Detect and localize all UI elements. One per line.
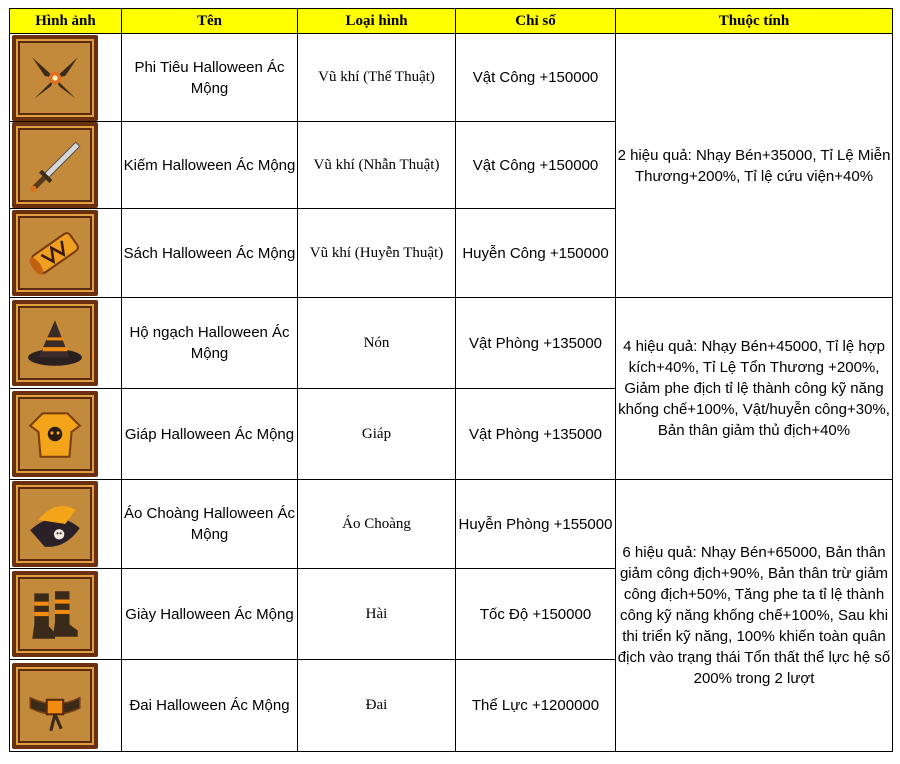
image-cell: [10, 122, 122, 209]
item-stat: Vật Phòng +135000: [456, 389, 616, 480]
item-frame: [12, 122, 98, 208]
header-stat: Chỉ số: [456, 9, 616, 34]
image-cell: [10, 209, 122, 298]
sword-icon: [24, 134, 86, 196]
item-frame: [12, 481, 98, 567]
item-stat: Vật Công +150000: [456, 122, 616, 209]
equipment-table: [9, 8, 893, 752]
item-stat: Tốc Độ +150000: [456, 569, 616, 660]
belt-icon: [24, 675, 86, 737]
image-cell: [10, 389, 122, 480]
item-frame: [12, 663, 98, 749]
table-row: [10, 34, 893, 122]
item-type: Giáp: [298, 389, 456, 480]
item-stat: Vật Công +150000: [456, 34, 616, 122]
item-frame: [12, 571, 98, 657]
item-name: Giày Halloween Ác Mộng: [122, 569, 298, 660]
item-name: Hộ ngạch Halloween Ác Mộng: [122, 298, 298, 389]
item-name: Áo Choàng Halloween Ác Mộng: [122, 480, 298, 569]
boots-icon: [24, 583, 86, 645]
armor-icon: [24, 403, 86, 465]
cloak-icon: [24, 493, 86, 555]
item-type: Đai: [298, 660, 456, 752]
item-name: Phi Tiêu Halloween Ác Mộng: [122, 34, 298, 122]
item-frame: [12, 391, 98, 477]
header-type: Loại hình: [298, 9, 456, 34]
dart-icon: [24, 47, 86, 109]
set-attribute-4: 4 hiệu quả: Nhạy Bén+45000, Tỉ lệ hợp kích+40%, Tỉ Lệ Tổn Thương +200%, Giảm phe địch tỉ lệ thành công kỹ năng khống chế+100%, Vật/huyễn công+30%, Bản thân giảm thủ địch+40%: [616, 298, 893, 480]
set-attribute-2: 2 hiệu quả: Nhạy Bén+35000, Tỉ Lệ Miễn Thương+200%, Tỉ lệ cứu viện+40%: [616, 34, 893, 298]
item-type: Vũ khí (Thể Thuật): [298, 34, 456, 122]
item-type: Áo Choàng: [298, 480, 456, 569]
header-name: Tên: [122, 9, 298, 34]
item-type: Vũ khí (Nhẫn Thuật): [298, 122, 456, 209]
item-name: Đai Halloween Ác Mộng: [122, 660, 298, 752]
header-image: Hình ảnh: [10, 9, 122, 34]
item-name: Kiếm Halloween Ác Mộng: [122, 122, 298, 209]
image-cell: [10, 34, 122, 122]
item-type: Nón: [298, 298, 456, 389]
scroll-icon: [24, 222, 86, 284]
item-stat: Huyễn Phòng +155000: [456, 480, 616, 569]
header-row: [10, 9, 893, 34]
image-cell: [10, 569, 122, 660]
table-row: [10, 480, 893, 569]
item-stat: Vật Phòng +135000: [456, 298, 616, 389]
image-cell: [10, 660, 122, 752]
hat-icon: [24, 312, 86, 374]
image-cell: [10, 480, 122, 569]
item-type: Hài: [298, 569, 456, 660]
item-frame: [12, 35, 98, 121]
item-stat: Huyễn Công +150000: [456, 209, 616, 298]
item-name: Sách Halloween Ác Mộng: [122, 209, 298, 298]
item-frame: [12, 210, 98, 296]
item-type: Vũ khí (Huyễn Thuật): [298, 209, 456, 298]
item-stat: Thể Lực +1200000: [456, 660, 616, 752]
set-attribute-6: 6 hiệu quả: Nhạy Bén+65000, Bản thân giảm công địch+90%, Bản thân trừ giảm công địch+50%, Tăng phe ta tỉ lệ thành công kỹ năng khống chế+100%, Sau khi thi triển kỹ năng, 100% khiến toàn quân địch vào trạng thái Tổn thất thể lực hệ số 200% trong 2 lượt: [616, 480, 893, 752]
image-cell: [10, 298, 122, 389]
item-name: Giáp Halloween Ác Mộng: [122, 389, 298, 480]
item-frame: [12, 300, 98, 386]
table-row: [10, 298, 893, 389]
header-attr: Thuộc tính: [616, 9, 893, 34]
